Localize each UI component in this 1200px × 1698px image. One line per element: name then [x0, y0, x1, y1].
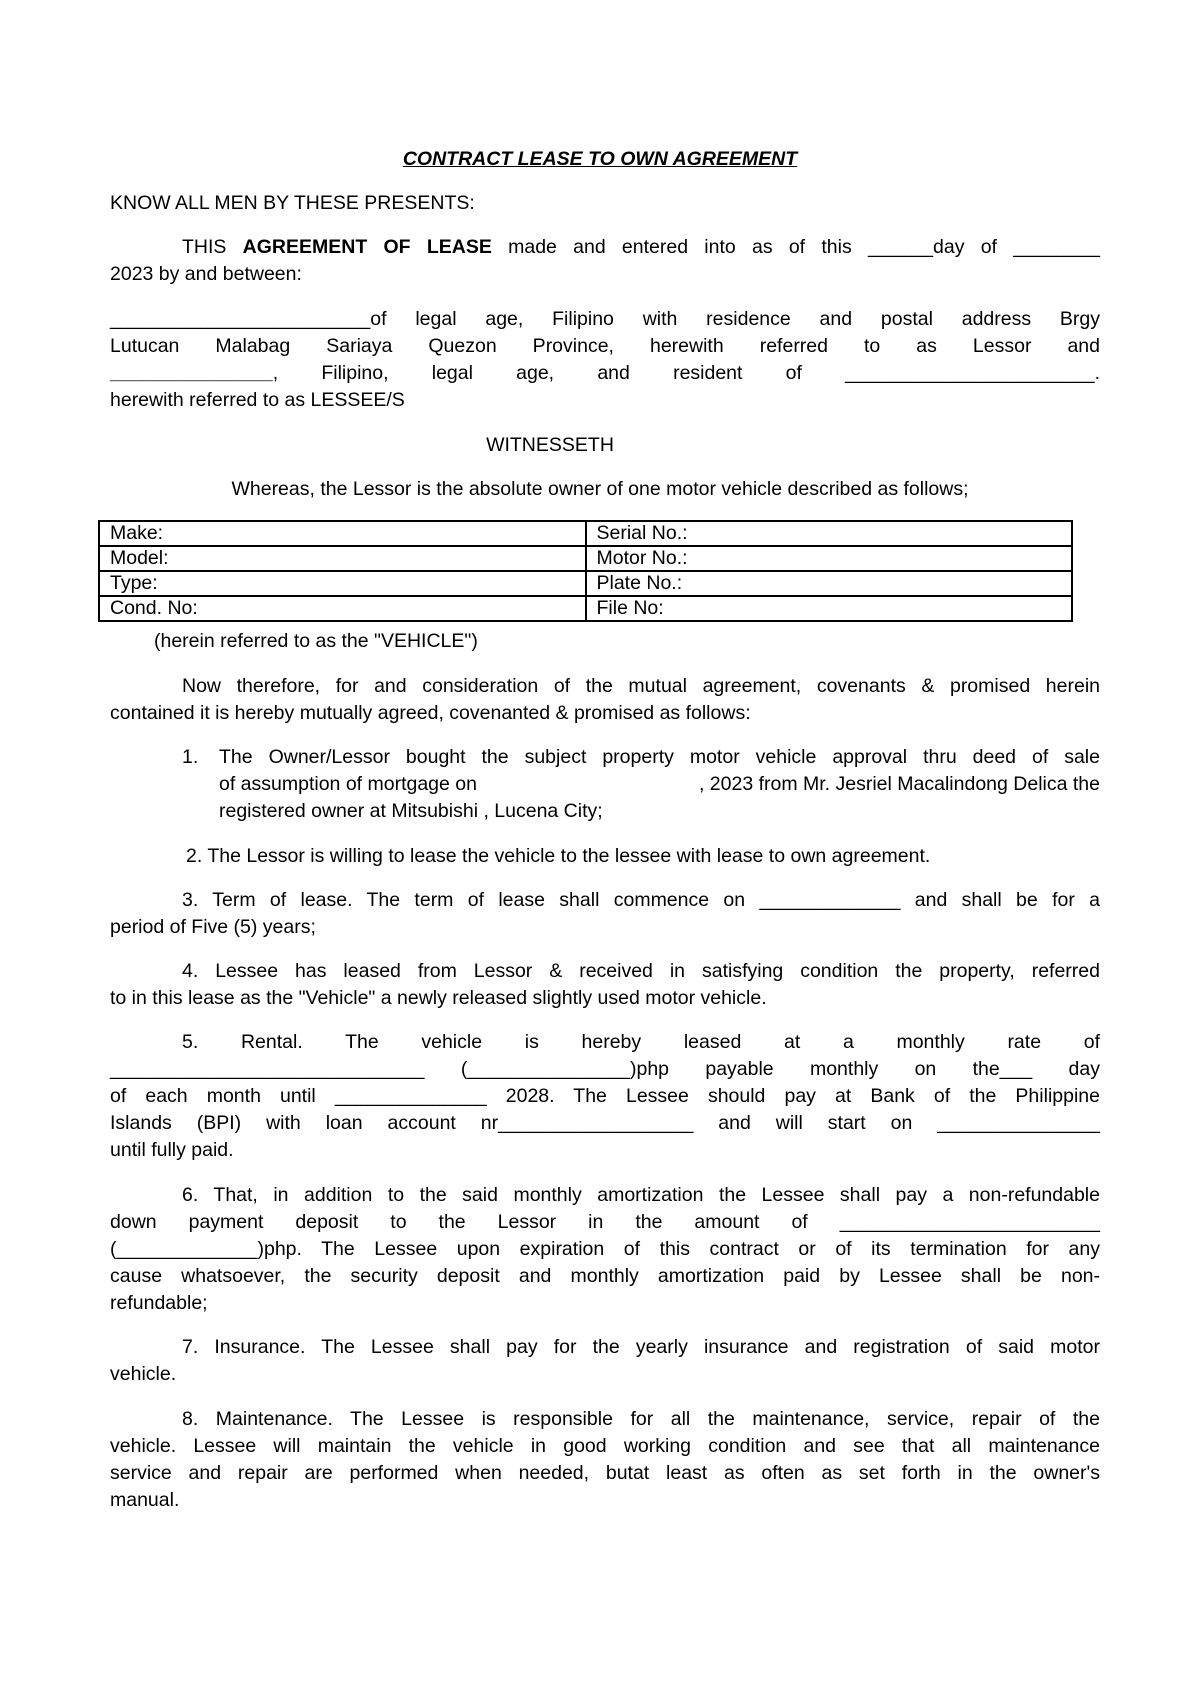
- now-therefore-line-2: contained it is hereby mutually agreed, covenanted & promised as follows:: [110, 702, 751, 724]
- item-5-line-5: until fully paid.: [110, 1139, 234, 1161]
- table-cell-type: Type:: [99, 571, 586, 596]
- table-cell-motor: Motor No.:: [586, 546, 1073, 571]
- item-2: 2. The Lessor is willing to lease the vehicle to the lessee with lease to own agreement.: [186, 845, 931, 867]
- item-7-line-1: 7. Insurance. The Lessee shall pay for the yearly insurance and registration of said motor: [182, 1336, 1100, 1358]
- item-1-line-2a: of assumption of mortgage on: [219, 773, 477, 795]
- item-6-line-2: down payment deposit to the Lessor in the amount of ________________________: [110, 1211, 1100, 1233]
- item-1-number: 1.: [182, 746, 199, 768]
- item-5-line-4: Islands (BPI) with loan account nr__________________ and will start on _______________: [110, 1112, 1100, 1134]
- parties-line-3: [110, 360, 1100, 387]
- intro-bold: AGREEMENT OF LEASE: [242, 236, 492, 258]
- lessee-name-blank: _______________: [110, 362, 273, 384]
- item-3-line-1: 3. Term of lease. The term of lease shall commence on _____________ and shall be for a: [182, 889, 1100, 911]
- parties-line-1: ________________________of legal age, Filipino with residence and postal address Brgy: [110, 308, 1100, 330]
- item-5-line-2: _____________________________ (_______________)php payable monthly on the___ day: [110, 1058, 1100, 1080]
- item-6-line-3: (_____________)php. The Lessee upon expiration of this contract or of its termination for any: [110, 1238, 1100, 1260]
- item-4-line-1: 4. Lessee has leased from Lessor & received in satisfying condition the property, referred: [182, 960, 1100, 982]
- vehicle-reference-note: (herein referred to as the "VEHICLE"): [154, 630, 478, 652]
- intro-rest: made and entered into as of this ______day of ________: [491, 236, 1100, 258]
- now-therefore-line-1: Now therefore, for and consideration of the mutual agreement, covenants & promised herein: [182, 675, 1100, 697]
- table-cell-model: Model:: [99, 546, 586, 571]
- item-1-line-3: registered owner at Mitsubishi , Lucena City;: [219, 800, 603, 822]
- table-cell-plate: Plate No.:: [586, 571, 1073, 596]
- document-title: CONTRACT LEASE TO OWN AGREEMENT: [402, 148, 798, 170]
- parties-line-2: Lutucan Malabag Sariaya Quezon Province, herewith referred to as Lessor and: [110, 335, 1100, 357]
- item-5-line-3: of each month until ______________ 2028. The Lessee should pay at Bank of the Philippine: [110, 1085, 1100, 1107]
- parties-line-3-rest: , Filipino, legal age, and resident of _______________________.: [272, 362, 1100, 384]
- opening-line: KNOW ALL MEN BY THESE PRESENTS:: [110, 192, 475, 214]
- table-row: [99, 546, 1072, 571]
- item-7-line-2: vehicle.: [110, 1363, 177, 1385]
- item-8-line-1: 8. Maintenance. The Lessee is responsible for all the maintenance, service, repair of the: [182, 1408, 1100, 1430]
- item-1-line-1: The Owner/Lessor bought the subject property motor vehicle approval thru deed of sale: [219, 746, 1100, 768]
- item-8-line-4: manual.: [110, 1489, 180, 1511]
- agreement-intro-line: [182, 234, 1100, 261]
- whereas-line: Whereas, the Lessor is the absolute owner of one motor vehicle described as follows;: [231, 478, 969, 500]
- item-1-line-2b: , 2023 from Mr. Jesriel Macalindong Delica the: [698, 773, 1100, 795]
- table-cell-cond: Cond. No:: [99, 596, 586, 621]
- table-cell-make: Make:: [99, 521, 586, 546]
- intro-pre: THIS: [182, 236, 243, 258]
- item-4-line-2: to in this lease as the "Vehicle" a newly released slightly used motor vehicle.: [110, 987, 767, 1009]
- intro-line-2: 2023 by and between:: [110, 263, 302, 285]
- item-6-line-1: 6. That, in addition to the said monthly amortization the Lessee shall pay a non-refundable: [182, 1184, 1100, 1206]
- item-6-line-5: refundable;: [110, 1292, 208, 1314]
- table-row: [99, 596, 1072, 621]
- item-5-line-1: 5. Rental. The vehicle is hereby leased at a monthly rate of: [182, 1031, 1100, 1053]
- table-cell-file: File No:: [586, 596, 1073, 621]
- table-row: [99, 571, 1072, 596]
- parties-line-4: herewith referred to as LESSEE/S: [110, 389, 405, 411]
- item-8-line-3: service and repair are performed when needed, butat least as often as set forth in the owner's: [110, 1462, 1100, 1484]
- item-8-line-2: vehicle. Lessee will maintain the vehicle in good working condition and see that all maintenance: [110, 1435, 1100, 1457]
- witnesseth-heading: WITNESSETH: [486, 434, 614, 456]
- item-6-line-4: cause whatsoever, the security deposit and monthly amortization paid by Lessee shall be non-: [110, 1265, 1100, 1287]
- table-cell-serial: Serial No.:: [586, 521, 1073, 546]
- item-3-line-2: period of Five (5) years;: [110, 916, 316, 938]
- vehicle-description-table: [98, 520, 1073, 622]
- table-row: [99, 521, 1072, 546]
